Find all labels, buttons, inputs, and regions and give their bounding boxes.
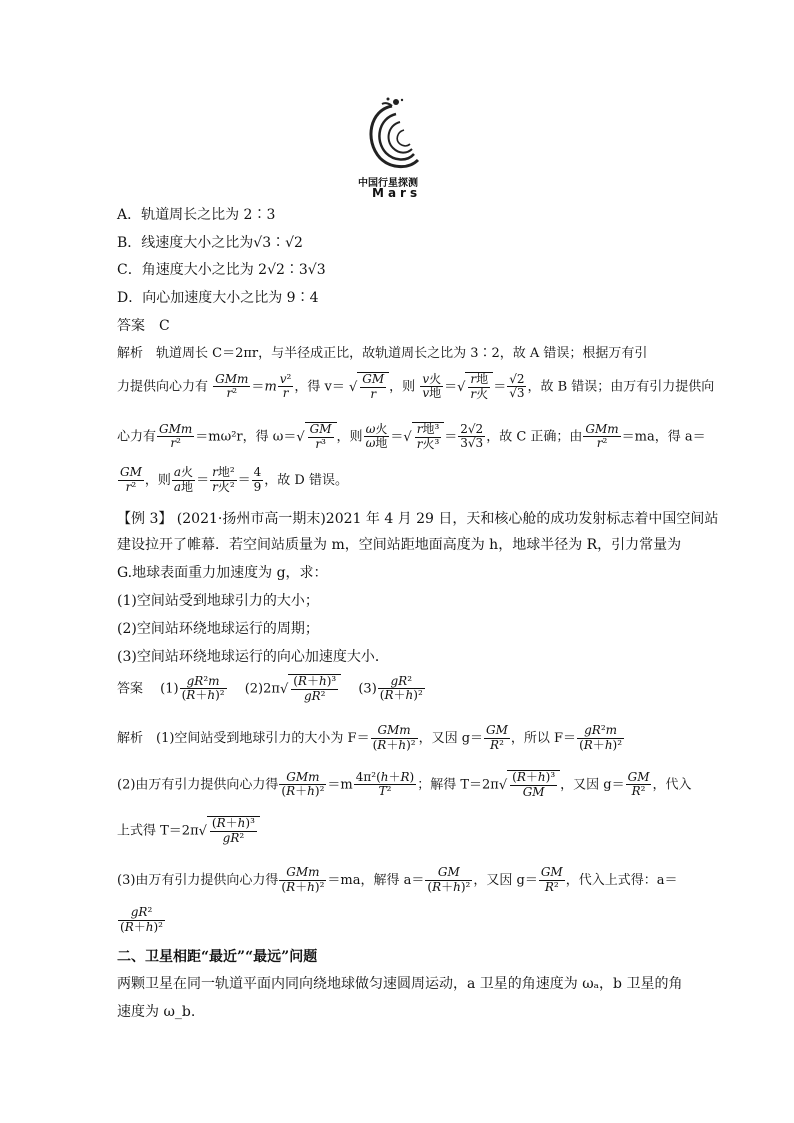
section-2-para-line-1: 两颗卫星在同一轨道平面内同向绕地球做匀速圆周运动，a 卫星的角速度为 ωₐ，b 卫星的角 (117, 976, 683, 992)
analysis-1-line-4: $\frac{GM}{\text{r²}}$ ，则 $\frac{\text{a火}}{\text{a地}}$ ＝ $\frac{\text{r地²}}{\text{r火²}}$ ＝ $\frac{4}{9}$ ，故 D 错误。 (120, 465, 348, 494)
mars-orbit-icon (352, 96, 442, 174)
question-1: (1)空间站受到地球引力的大小； (117, 593, 319, 609)
analysis-1-line-2: 力提供向心力有 $\frac{\text{GMm}}{\text{r²}}$ ＝m $\frac{\text{v²}}{r}$ ，得 v＝ √ $\frac{GM}{r}$ ，则 $\frac{\text{v火}}{\text{v地}}$ ＝√ $\frac{\text{r地}}{\text{r火}}$ ＝ $\frac{√2}{√3}$ ，故 B 错误；由万有引力提供向 (117, 371, 715, 401)
analysis-2-line-4: (3)由万有引力提供向心力得 $\frac{\text{GMm}}{\text{(R＋h)²}}$ ＝ma，解得 a＝ $\frac{GM}{\text{(R＋h)²}}$ ，又因 g＝ $\frac{GM}{\text{R²}}$ ，代入上式得：a＝ (117, 865, 678, 894)
analysis-1-line-1: 解析 轨道周长 C＝2πr，与半径成正比，故轨道周长之比为 3∶2，故 A 错误；根据万有引 (117, 346, 648, 361)
question-2: (2)空间站环绕地球运行的周期； (117, 621, 319, 637)
answer-1: 答案 C (117, 318, 170, 334)
section-2-para-line-2: 速度为 ω_b. (117, 1004, 196, 1020)
option-d: D．向心加速度大小之比为 9∶4 (117, 290, 319, 306)
option-c: C．角速度大小之比为 2√2∶3√3 (117, 262, 326, 278)
option-b: B．线速度大小之比为√3∶√2 (117, 235, 303, 251)
section-2-title: 二、卫星相距“最近”“最远”问题 (117, 949, 318, 965)
analysis-2-line-5: $\frac{\text{gR²}}{\text{(R＋h)²}}$ (120, 905, 163, 934)
analysis-1-line-3: 心力有 $\frac{\text{GMm}}{\text{r²}}$ ＝mω²r，得 ω＝√ $\frac{GM}{\text{r³}}$ ，则 $\frac{\text{ω火}}{\text{ω地}}$ ＝√ $\frac{\text{r地³}}{\text{r火³}}$ ＝ $\frac{2√2}{3√3}$ ，故 C 正确；由 $\frac{\text{GMm}}{\text{r²}}$ ＝ma，得 a＝ (117, 421, 706, 451)
analysis-2-line-1: 解析 (1)空间站受到地球引力的大小为 F＝ $\frac{\text{GMm}}{\text{(R＋h)²}}$ ，又因 g＝ $\frac{GM}{\text{R²}}$ ，所以 F＝ $\frac{\text{gR²m}}{\text{(R＋h)²}}$ (117, 723, 623, 752)
analysis-2-line-3: 上式得 T＝2π√ $\frac{\text{(R＋h)³}}{\text{gR²}}$ (117, 816, 754, 846)
question-3: (3)空间站环绕地球运行的向心加速度大小． (117, 649, 389, 665)
answer-2: 答案 (1) $\frac{\text{gR²m}}{\text{(R＋h)²}}$ (2)2π√ $\frac{\text{(R＋h)³}}{\text{gR²}}$ (3) $\frac{\text{gR²}}{\text{(R＋h)²}}$ (117, 673, 423, 703)
analysis-2-line-2: (2)由万有引力提供向心力得 $\frac{\text{GMm}}{\text{(R＋h)²}}$ ＝m $\frac{\text{4π²(h＋R)}}{\text{T²}}$ ；解得 T＝2π√ $\frac{\text{(R＋h)³}}{GM}$ ，又因 g＝ $\frac{GM}{\text{R²}}$ ，代入 (117, 769, 692, 799)
example-3-line-1: 【例 3】 (2021·扬州市高一期末)2021 年 4 月 29 日，天和核心舱的成功发射标志着中国空间站 (117, 511, 719, 527)
logo-caption-en: Mars (372, 186, 422, 200)
logo-caption-cn: 中国行星探测 (358, 178, 418, 189)
example-3-line-3: G.地球表面重力加速度为 g，求： (117, 565, 328, 581)
mars-logo (352, 96, 442, 200)
option-a: A．轨道周长之比为 2∶3 (117, 207, 276, 223)
example-3-line-2: 建设拉开了帷幕．若空间站质量为 m，空间站距地面高度为 h，地球半径为 R，引力常量为 (117, 537, 682, 553)
